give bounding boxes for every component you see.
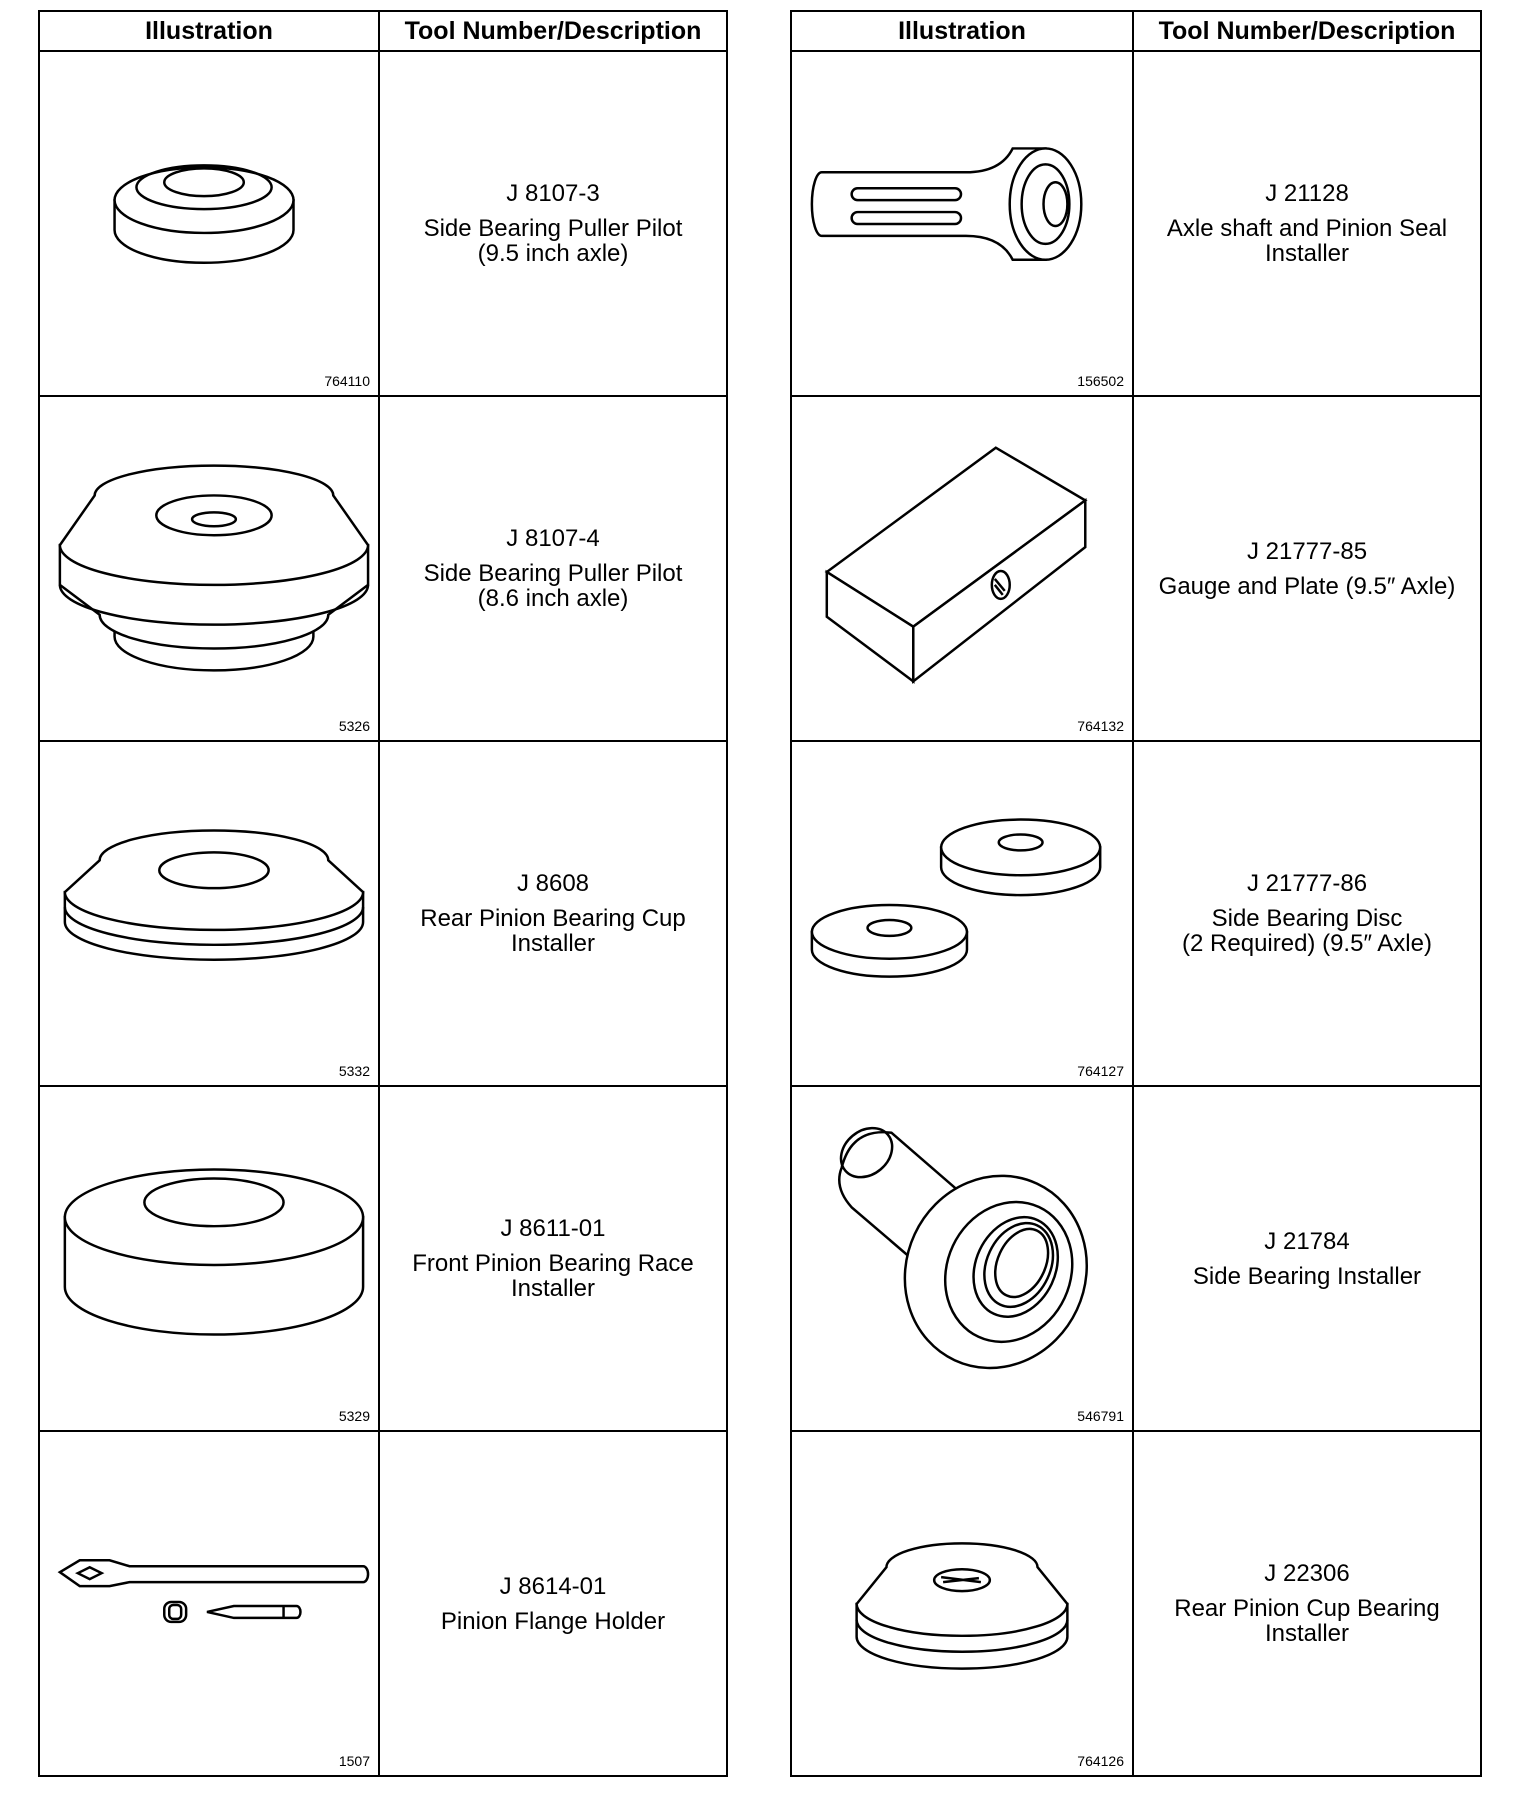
table-row [791,1431,1481,1776]
tool-description-line: (9.5 inch axle) [477,240,629,267]
tool-description-line: Rear Pinion Bearing Cup [420,905,686,932]
figure-number: 764132 [1077,718,1124,734]
tool-description-cell [1133,1431,1481,1776]
tool-description-line: Gauge and Plate (9.5″ Axle) [1158,572,1456,600]
table-row [39,396,727,741]
tool-table-right [790,10,1482,1777]
tool-description-cell [1133,396,1481,741]
tool-number: J 8107-3 [506,180,600,207]
tool-number: J 22306 [1264,1560,1350,1587]
tool-description-cell [379,741,727,1086]
tool-description-line: Installer [510,930,596,957]
figure-number: 5332 [338,1063,370,1079]
tool-description-line: Installer [1264,240,1350,267]
illustration-cell [791,51,1133,396]
illustration-header: Illustration [791,11,1133,51]
tool-description-line: (8.6 inch axle) [477,585,629,612]
race-installer-icon [40,1087,378,1430]
table-row [39,1086,727,1431]
tool-description-line: Front Pinion Bearing Race [412,1250,694,1277]
pilot-ring-icon [40,52,378,395]
tool-description-line: (2 Required) (9.5″ Axle) [1182,930,1432,957]
tool-number: J 21128 [1265,180,1349,207]
tool-number: J 21777-86 [1246,870,1368,897]
cup-bearing-installer-icon [792,1432,1132,1775]
figure-number: 764126 [1077,1753,1124,1769]
table-row [791,741,1481,1086]
tool-description-cell [379,1431,727,1776]
tool-description-cell [379,51,727,396]
tool-number: J 8611-01 [500,1215,606,1242]
tool-number: J 8608 [516,870,590,897]
tool-description-line: Installer [510,1275,596,1302]
tool-description-line: Axle shaft and Pinion Seal [1166,215,1448,242]
figure-number: 1507 [338,1753,370,1769]
tool-number: J 8107-4 [506,525,600,552]
tool-description-cell [379,1086,727,1431]
tool-description-header: Tool Number/Description [1133,11,1481,51]
illustration-cell [39,741,379,1086]
tool-description-line: Side Bearing Disc [1211,905,1403,932]
tool-description-cell [1133,51,1481,396]
tool-description-header: Tool Number/Description [379,11,727,51]
seal-installer-icon [792,52,1132,395]
figure-number: 764110 [324,373,370,389]
tool-description-line: Side Bearing Puller Pilot [423,560,683,587]
figure-number: 156502 [1077,373,1124,389]
tool-number: J 21784 [1264,1227,1350,1255]
table-row [39,1431,727,1776]
table-row [791,1086,1481,1431]
tool-number: J 21777-85 [1246,537,1368,565]
tool-description-line: Rear Pinion Cup Bearing [1174,1595,1440,1622]
table-row [791,396,1481,741]
table-row [791,51,1481,396]
figure-number: 5326 [338,718,370,734]
tool-description-line: Installer [1264,1620,1350,1647]
illustration-cell [39,1086,379,1431]
tool-description-cell [1133,1086,1481,1431]
table-row [39,51,727,396]
illustration-cell [791,396,1133,741]
illustration-header: Illustration [39,11,379,51]
figure-number: 764127 [1077,1063,1124,1079]
flange-holder-icon [40,1432,378,1775]
illustration-cell [791,741,1133,1086]
tool-number: J 8614-01 [499,1572,607,1600]
illustration-cell [39,396,379,741]
bearing-discs-icon [792,742,1132,1085]
illustration-cell [791,1086,1133,1431]
tool-description-cell [1133,741,1481,1086]
stepped-pilot-icon [40,397,378,740]
illustration-cell [39,51,379,396]
bearing-installer-icon [792,1087,1132,1430]
figure-number: 5329 [338,1408,370,1424]
illustration-cell [791,1431,1133,1776]
table-row [39,741,727,1086]
tool-description-cell [379,396,727,741]
tool-description-line: Side Bearing Puller Pilot [423,215,683,242]
figure-number: 546791 [1077,1408,1124,1424]
illustration-cell [39,1431,379,1776]
tool-description-line: Pinion Flange Holder [440,1607,666,1635]
tool-table-left [38,10,728,1777]
tool-description-line: Side Bearing Installer [1192,1262,1422,1290]
gauge-block-icon [792,397,1132,740]
cup-installer-icon [40,742,378,1085]
